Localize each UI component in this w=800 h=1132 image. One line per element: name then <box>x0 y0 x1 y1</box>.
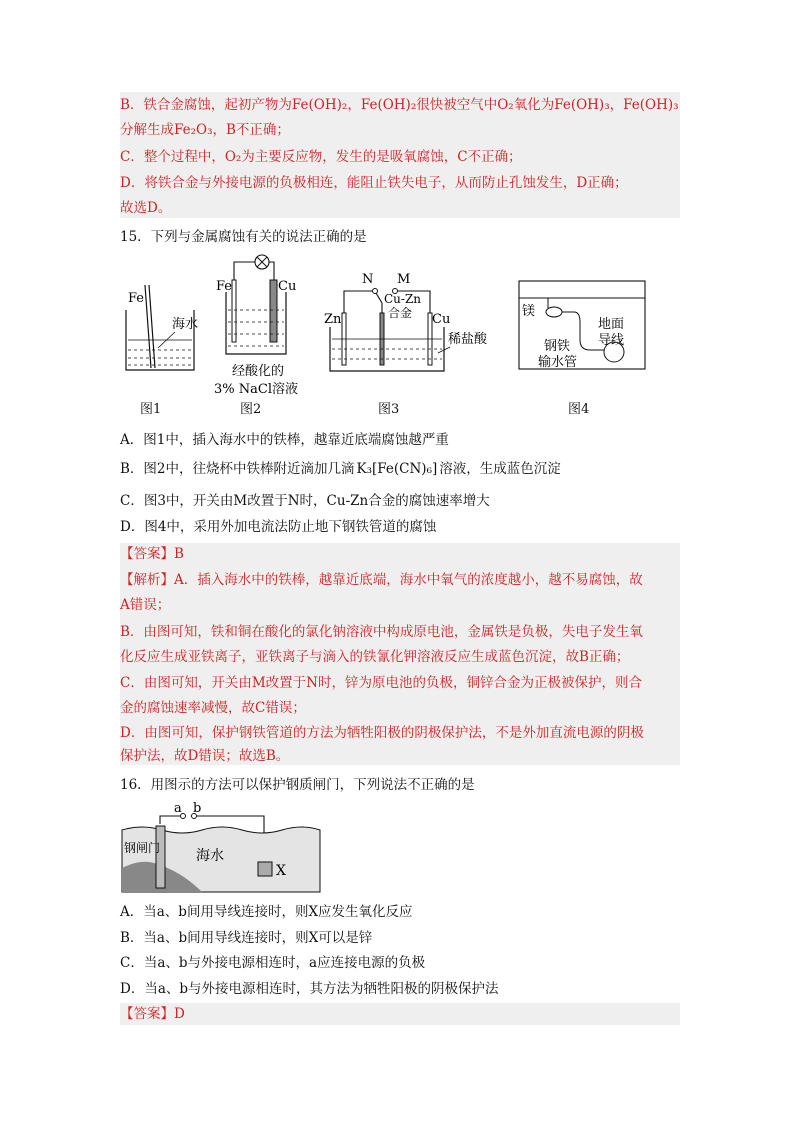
fig2-fe-label: Fe <box>216 279 233 294</box>
fig3-n-label: N <box>362 272 374 287</box>
q15-analysis-c-line2: 金的腐蚀速率减慢，故C错误； <box>120 700 306 716</box>
fig3-alloy-line2: 合金 <box>388 306 413 320</box>
q16-option-c: C．当a、b与外接电源相连时，a应连接电源的负极 <box>120 955 426 971</box>
fig3-caption: 图3 <box>378 402 400 417</box>
fig16-b-label: b <box>193 801 202 816</box>
q16-option-d: D．当a、b与外接电源相连时，其方法为牺牲阳极的阴极保护法 <box>120 981 499 997</box>
q15-analysis-d-line2: 保护法，故D错误；故选B。 <box>120 748 290 764</box>
q15-analysis-c-line1: C．由图可知，开关由M改置于N时，锌为原电池的负极，铜锌合金为正极被保护，则合 <box>120 675 642 691</box>
q15-analysis-d-line1: D．由图可知，保护钢铁管道的方法为牺牲阳极的阴极保护法，不是外加直流电源的阴极 <box>120 725 644 741</box>
fig3-acid-label: 稀盐酸 <box>448 332 488 347</box>
q16-answer: 【答案】D <box>120 1006 185 1022</box>
fig3-zn-label: Zn <box>324 312 342 327</box>
fig16-x-label: X <box>276 863 286 879</box>
fig2-solution-line2: 3% NaCl溶液 <box>214 382 298 397</box>
q15-analysis-b-line2: 化反应生成亚铁离子，亚铁离子与滴入的铁氰化钾溶液反应生成蓝色沉淀，故B正确； <box>120 649 630 665</box>
figure-q16 <box>122 798 322 893</box>
prev-analysis-b-line1: B．铁合金腐蚀，起初产物为Fe(OH)₂，Fe(OH)₂很快被空气中O₂氧化为Fe(OH)₃，Fe(OH)₃ <box>120 97 679 113</box>
fig3-alloy-line1: Cu-Zn <box>384 292 422 306</box>
q15-analysis-b-line1: B．由图可知，铁和铜在酸化的氯化钠溶液中构成原电池，金属铁是负极，失电子发生氧 <box>120 624 643 640</box>
fig4-ground-line1: 地面 <box>598 317 625 332</box>
q15-analysis-a-line2: A错误； <box>120 597 171 613</box>
q16-option-b: B．当a、b间用导线连接时，则X可以是锌 <box>120 930 373 946</box>
q15-option-d: D．图4中，采用外加电流法防止地下钢铁管道的腐蚀 <box>120 519 437 535</box>
fig4-mg-label: 镁 <box>522 304 536 319</box>
fig4-pipe-line2: 输水管 <box>538 355 578 370</box>
q15-option-b-formula: K₃[Fe(CN)₆] <box>356 461 438 477</box>
q15-option-c: C．图3中，开关由M改置于N时，Cu-Zn合金的腐蚀速率增大 <box>120 493 490 509</box>
fig2-solution-line1: 经酸化的 <box>232 364 285 379</box>
q16-stem: 16．用图示的方法可以保护钢质闸门，下列说法不正确的是 <box>120 777 475 793</box>
fig2-cu-label: Cu <box>278 279 297 294</box>
fig1-fe-label: Fe <box>128 291 145 306</box>
fig4-caption: 图4 <box>568 402 590 417</box>
figure-2 <box>212 250 322 400</box>
q15-option-b-pre: B．图2中，往烧杯中铁棒附近滴加几滴 <box>120 461 355 477</box>
prev-analysis-d: D．将铁合金与外接电源的负极相连，能阻止铁失电子，从而防止孔蚀发生，D正确； <box>120 175 628 191</box>
q15-option-b-post: 溶液，生成蓝色沉淀 <box>439 461 561 477</box>
fig3-cu-label: Cu <box>432 312 451 327</box>
fig1-seawater-label: 海水 <box>172 317 199 332</box>
prev-analysis-end: 故选D。 <box>120 200 172 216</box>
q16-option-a: A．当a、b间用导线连接时，则X应发生氧化反应 <box>120 904 413 920</box>
q15-option-b <box>120 459 561 479</box>
prev-analysis-b-line2: 分解生成Fe₂O₃，B不正确； <box>120 122 290 138</box>
figure-1 <box>120 280 210 380</box>
q15-answer: 【答案】B <box>120 546 184 562</box>
q16-answer-block <box>120 1003 680 1025</box>
fig4-pipe-line1: 钢铁 <box>544 339 571 354</box>
q15-stem: 15．下列与金属腐蚀有关的说法正确的是 <box>120 229 367 245</box>
fig1-caption: 图1 <box>140 402 162 417</box>
q15-analysis-a-line1: 【解析】A．插入海水中的铁棒，越靠近底端，海水中氧气的浓度越小，越不易腐蚀，故 <box>120 572 643 588</box>
q15-option-a: A．图1中，插入海水中的铁棒，越靠近底端腐蚀越严重 <box>120 432 449 448</box>
fig16-seawater-label: 海水 <box>196 848 224 864</box>
fig16-a-label: a <box>174 801 182 816</box>
fig3-m-label: M <box>397 272 411 287</box>
figure-4 <box>518 280 648 372</box>
prev-analysis-c: C．整个过程中，O₂为主要反应物，发生的是吸氧腐蚀，C不正确； <box>120 149 522 165</box>
figure-3 <box>320 265 488 380</box>
fig2-caption: 图2 <box>240 402 262 417</box>
fig4-ground-line2: 导线 <box>598 333 625 348</box>
fig16-gate-label: 钢闸门 <box>124 841 161 855</box>
